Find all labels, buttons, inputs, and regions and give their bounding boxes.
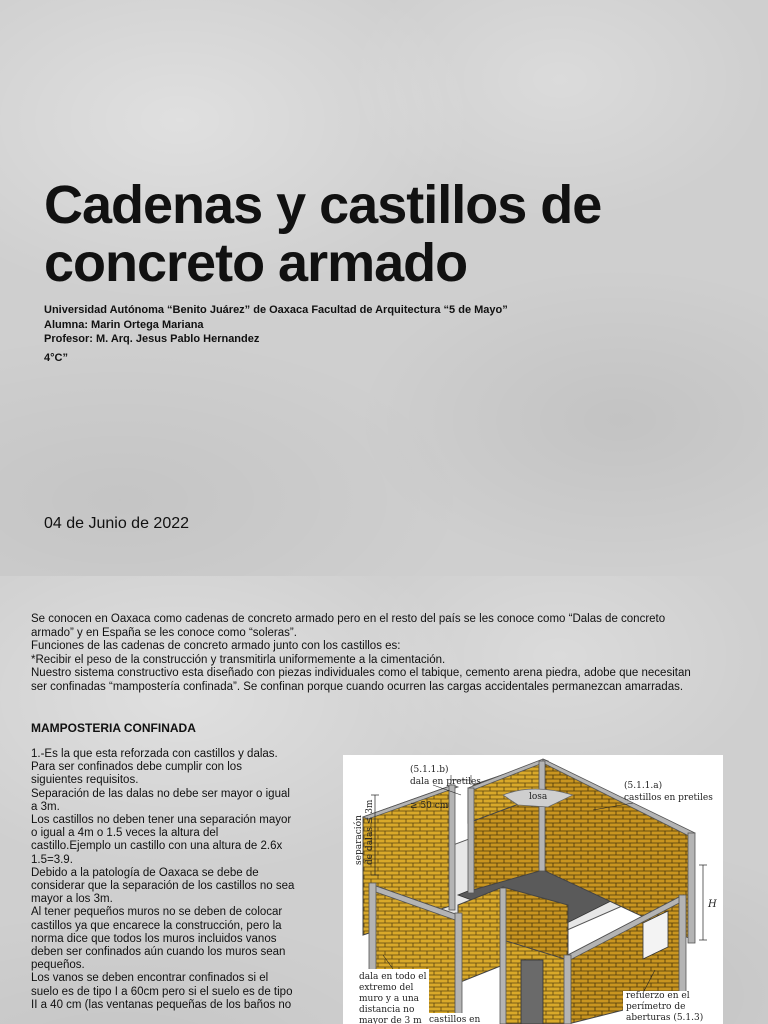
- professor-line: Profesor: M. Arq. Jesus Pablo Hernandez: [44, 333, 260, 345]
- label-ref-castillos-pretiles: (5.1.1.a): [624, 781, 663, 791]
- section-heading: MAMPOSTERIA CONFINADA: [31, 721, 196, 735]
- confined-masonry-illustration: [343, 755, 723, 1024]
- content-slide: [0, 576, 768, 1024]
- label-losa: losa: [529, 792, 548, 802]
- student-line: Alumna: Marin Ortega Mariana: [44, 318, 204, 331]
- intro-line: Se conocen en Oaxaca como cadenas de concreto armado pero en el resto del país se les conoce como “Dalas de concreto: [31, 613, 666, 625]
- label-dim-50cm: ≥ 50 cm: [410, 801, 449, 811]
- intro-line: ser confinadas “mampostería confinada”. Se confinan porque cuando ocurren las cargas accidentales permanezcan amarradas.: [31, 680, 684, 693]
- body-line: Separación de las dalas no debe ser mayor o igual: [31, 787, 290, 800]
- body-line: considerar que la separación de los castillos no sea: [31, 880, 295, 893]
- author-info: [44, 303, 508, 347]
- group-label: 4°C”: [44, 352, 68, 364]
- label-dala-todo-3: muro y a una: [359, 994, 420, 1004]
- confined-masonry-figure: [343, 755, 723, 1024]
- title-line-1: Cadenas y castillos de: [44, 175, 602, 235]
- body-line: mayor a los 3m.: [31, 893, 113, 906]
- body-line: castillos ya que encarece la construcción, pero la: [31, 919, 282, 932]
- body-line: o igual a 4m o 1.5 veces la altura del: [31, 827, 219, 840]
- body-line: Los castillos no deben tener una separación mayor: [31, 814, 292, 827]
- label-castillos-pretiles: castillos en pretiles: [624, 793, 713, 803]
- body-line: norma dice que todos los muros incluidos vanos: [31, 932, 277, 945]
- body-line: castillo.Ejemplo un castillo con una altura de 2.6x: [31, 840, 283, 853]
- body-line: 1.5=3.9.: [31, 853, 73, 866]
- body-line: 1.-Es la que esta reforzada con castillos y dalas.: [31, 748, 278, 760]
- label-dala-todo-1: dala en todo el: [359, 972, 427, 982]
- body-line: pequeños.: [31, 959, 85, 972]
- label-refuerzo-2: perímetro de: [626, 1002, 686, 1012]
- body-line: Para ser confinados debe cumplir con los: [31, 761, 242, 774]
- label-refuerzo-1: refuerzo en el: [626, 991, 690, 1001]
- label-separacion-1: separación: [354, 815, 364, 865]
- label-dala-todo-5: mayor de 3 m: [359, 1016, 422, 1024]
- intro-paragraph: [31, 613, 741, 694]
- body-line: II a 40 cm (las ventanas pequeñas de los baños no: [31, 998, 292, 1011]
- label-dala-todo-4: distancia no: [359, 1005, 415, 1015]
- body-line: deben ser confinados aún cuando los muros sean: [31, 946, 286, 959]
- presentation-date: 04 de Junio de 2022: [44, 515, 190, 532]
- body-line: siguientes requisitos.: [31, 774, 139, 787]
- label-height-h: H: [708, 899, 717, 910]
- intro-line: Nuestro sistema constructivo esta diseñado con piezas individuales como el tabique, cemento arena piedra, adobe que necesitan: [31, 667, 691, 679]
- intro-line: Funciones de las cadenas de concreto armado junto con los castillos es:: [31, 640, 401, 652]
- body-line: suelo es de tipo I a 60cm pero si el suelo es de tipo: [31, 985, 293, 998]
- body-line: Los vanos se deben encontrar confinados si el: [31, 972, 269, 985]
- intro-line: *Recibir el peso de la construcción y transmitirla uniformemente a la cimentación.: [31, 653, 446, 666]
- label-dala-pretiles: dala en pretiles: [410, 777, 481, 787]
- body-line: a 3m.: [31, 800, 60, 813]
- body-paragraph: [31, 748, 313, 1012]
- label-ref-dala-pretiles: (5.1.1.b): [410, 765, 449, 775]
- body-line: Debido a la patología de Oaxaca se debe de: [31, 866, 259, 879]
- body-line: Al tener pequeños muros no se deben de colocar: [31, 906, 283, 919]
- intro-line: armado” y en España se les conoce como “soleras”.: [31, 626, 297, 639]
- label-separacion-2: de dalas ≤ 3m: [365, 799, 375, 865]
- title-line-2: concreto armado: [44, 233, 468, 293]
- document-title: [44, 176, 744, 292]
- university-line: Universidad Autónoma “Benito Juárez” de Oaxaca Facultad de Arquitectura “5 de Mayo”: [44, 304, 508, 316]
- label-dala-todo-2: extremo del: [359, 983, 414, 993]
- label-castillos-en: castillos en: [429, 1015, 481, 1024]
- label-refuerzo-3: aberturas (5.1.3): [626, 1013, 704, 1023]
